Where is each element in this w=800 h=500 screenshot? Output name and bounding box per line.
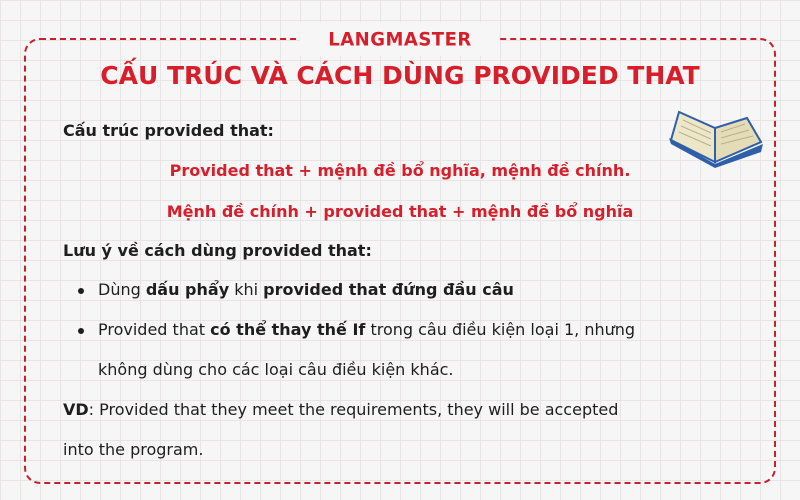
bullet-1-text-2: khi xyxy=(229,280,264,299)
formula-1: Provided that + mệnh đề bổ nghĩa, mệnh đề chính. xyxy=(169,161,631,180)
bullet-item-comma xyxy=(98,280,514,299)
formula-2: Mệnh đề chính + provided that + mệnh đề bổ nghĩa xyxy=(166,202,634,221)
bullet-1-bold-comma: dấu phẩy xyxy=(145,280,230,299)
page-title: CẤU TRÚC VÀ CÁCH DÙNG PROVIDED THAT xyxy=(100,61,700,90)
structure-heading: Cấu trúc provided that: xyxy=(63,121,274,140)
bullet-item-replace-if xyxy=(98,320,635,339)
bullet-1-bold-position: provided that đứng đầu câu xyxy=(263,280,514,299)
example-text: : Provided that they meet the requirements, they will be accepted xyxy=(88,400,619,419)
logo-text: LANGMASTER xyxy=(328,27,472,51)
bullet-dot xyxy=(78,328,84,334)
example-line xyxy=(63,400,618,419)
example-label: VD xyxy=(63,400,89,419)
example-line-2: into the program. xyxy=(63,440,204,459)
bullet-2-text-2: trong câu điều kiện loại 1, nhưng xyxy=(365,320,636,339)
open-book-icon xyxy=(663,106,771,168)
bullet-dot xyxy=(78,288,84,294)
langmaster-logo xyxy=(300,22,500,56)
bullet-1-text: Dùng xyxy=(98,280,146,299)
bullet-2-text: Provided that xyxy=(98,320,211,339)
notes-heading: Lưu ý về cách dùng provided that: xyxy=(63,241,372,260)
bullet-2-line-2: không dùng cho các loại câu điều kiện khác. xyxy=(98,360,454,379)
bullet-2-bold: có thể thay thế If xyxy=(210,320,366,339)
